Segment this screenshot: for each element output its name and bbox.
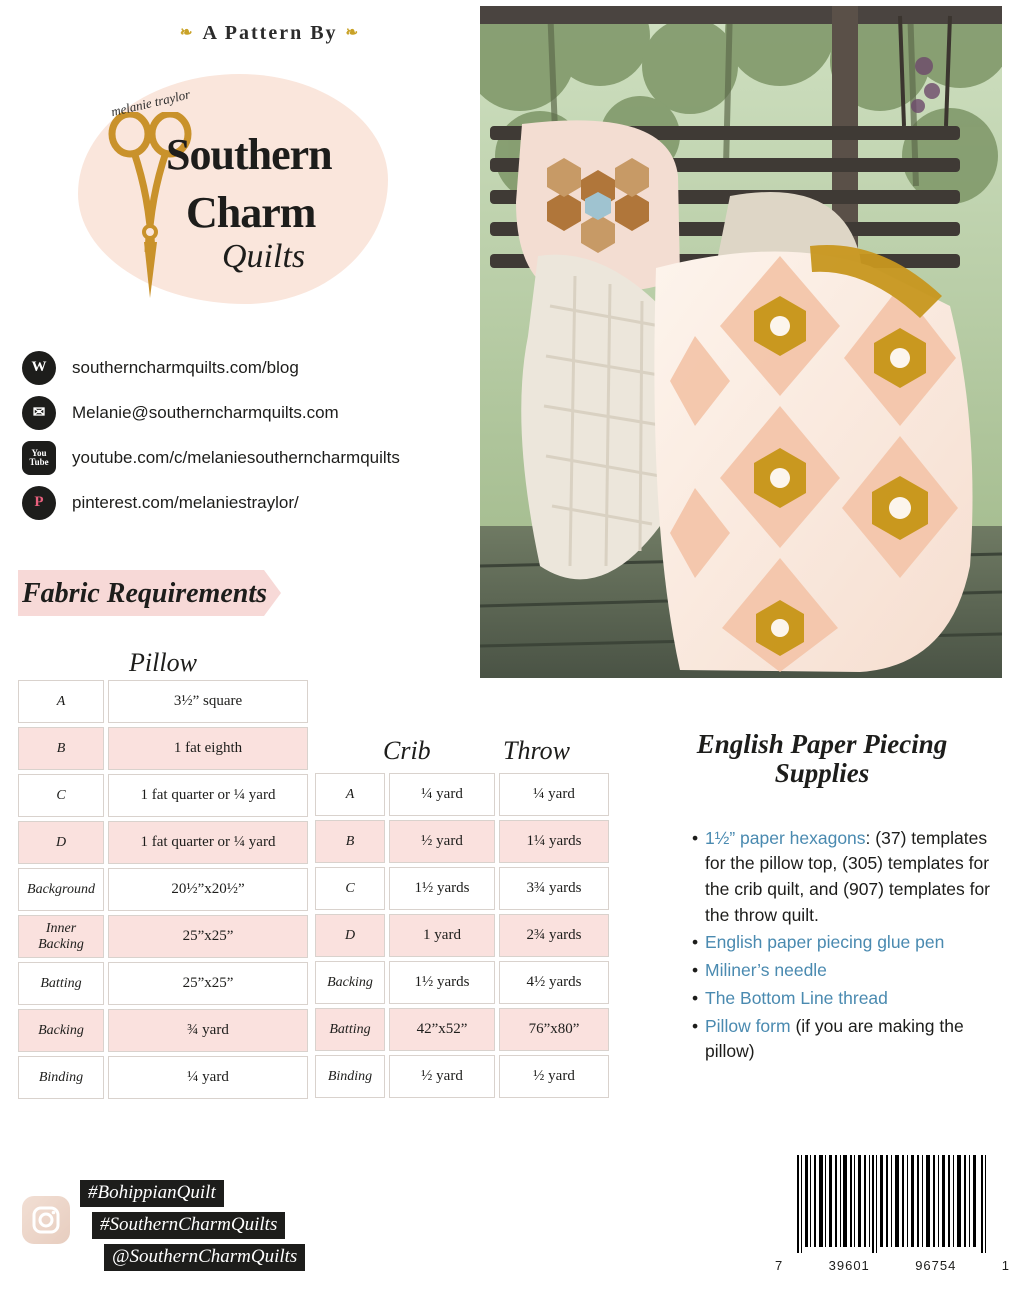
logo-line-charm: Charm	[186, 188, 316, 237]
barcode-number	[775, 1258, 1010, 1273]
youtube-icon	[22, 441, 56, 475]
pillow-table-title: Pillow	[129, 648, 197, 677]
row-value-throw: 76”x80”	[499, 1008, 609, 1051]
row-value: 25”x25”	[108, 962, 308, 1005]
table-row	[315, 1008, 615, 1051]
row-label: B	[18, 727, 104, 770]
row-label: Background	[18, 868, 104, 911]
epp-text: (if you are making the pillow)	[705, 1015, 964, 1062]
contact-row-youtube[interactable]	[22, 435, 462, 480]
handle-southerncharmquilts: @SouthernCharmQuilts	[104, 1244, 305, 1271]
row-label: Backing	[315, 961, 385, 1004]
list-item	[692, 930, 1004, 956]
row-value-throw: 1¼ yards	[499, 820, 609, 863]
list-item	[692, 958, 1004, 984]
barcode-digits-mid: 39601	[828, 1258, 870, 1273]
contact-row-pinterest[interactable]	[22, 480, 462, 525]
deco-sprig-left: ❧	[179, 25, 195, 41]
row-label: A	[315, 773, 385, 816]
tag-row	[104, 1244, 305, 1276]
table-row	[18, 774, 308, 817]
epp-title-line1: English Paper Piecing	[696, 729, 948, 759]
row-label: Inner Backing	[18, 915, 104, 958]
barcode-digit-right: 1	[1001, 1258, 1010, 1273]
table-row	[315, 820, 615, 863]
tag-row	[92, 1212, 305, 1244]
epp-text: : (37) templates for the pillow top, (305) templates for the crib quilt, and (907) templates for the throw quilt.	[705, 827, 991, 925]
logo-designer-name: melanie traylor	[109, 86, 192, 120]
table-row	[315, 773, 615, 816]
pinterest-icon-glyph: P	[34, 494, 44, 510]
contact-email-text[interactable]: Melanie@southerncharmquilts.com	[72, 402, 339, 422]
row-value: 3½” square	[108, 680, 308, 723]
pattern-by-heading	[120, 22, 420, 45]
youtube-icon-glyph-top: You	[31, 447, 47, 458]
epp-link[interactable]: English paper piecing glue pen	[705, 932, 945, 953]
hashtag-southerncharmquilts: #SouthernCharmQuilts	[92, 1212, 285, 1239]
contact-row-website[interactable]	[22, 345, 462, 390]
row-value: 1 fat quarter or ¼ yard	[108, 774, 308, 817]
row-label: Backing	[18, 1009, 104, 1052]
table-row	[18, 727, 308, 770]
epp-link[interactable]: Pillow form	[705, 1015, 791, 1036]
tag-row	[80, 1180, 305, 1212]
row-value: 1 fat eighth	[108, 727, 308, 770]
table-row	[315, 961, 615, 1004]
crib-column-title: Crib	[383, 736, 431, 765]
barcode-digit-left: 7	[775, 1258, 784, 1273]
email-icon	[22, 396, 56, 430]
contact-list	[22, 345, 462, 525]
list-item	[692, 1014, 1004, 1065]
row-value-throw: ½ yard	[499, 1055, 609, 1098]
row-value: 1 fat quarter or ¼ yard	[108, 821, 308, 864]
logo-line-quilts: Quilts	[222, 238, 306, 275]
row-value-crib: 1½ yards	[389, 961, 495, 1004]
row-value: ¼ yard	[108, 1056, 308, 1099]
row-value-crib: 1½ yards	[389, 867, 495, 910]
contact-website-text[interactable]: southerncharmquilts.com/blog	[72, 357, 299, 377]
barcode-digits-mid2: 96754	[915, 1258, 957, 1273]
epp-link[interactable]: 1½” paper hexagons	[705, 827, 866, 848]
email-icon-glyph: ✉	[32, 405, 46, 421]
table-row	[18, 821, 308, 864]
table-row	[315, 1055, 615, 1098]
row-value-throw: 2¾ yards	[499, 914, 609, 957]
hashtag-list	[80, 1180, 305, 1276]
row-label: C	[18, 774, 104, 817]
row-label: B	[315, 820, 385, 863]
row-value: 20½”x20½”	[108, 868, 308, 911]
table-row	[18, 1056, 308, 1099]
list-item	[692, 986, 1004, 1012]
row-value-throw: 3¾ yards	[499, 867, 609, 910]
row-value-throw: 4½ yards	[499, 961, 609, 1004]
row-value: ¾ yard	[108, 1009, 308, 1052]
list-item	[692, 826, 1004, 929]
contact-row-email[interactable]	[22, 390, 462, 435]
instagram-icon[interactable]	[22, 1196, 70, 1244]
row-value-crib: 1 yard	[389, 914, 495, 957]
pinterest-icon	[22, 486, 56, 520]
epp-supplies-title	[652, 730, 992, 788]
row-value-crib: ½ yard	[389, 1055, 495, 1098]
row-value: 25”x25”	[108, 915, 308, 958]
row-label: D	[18, 821, 104, 864]
row-value-crib: ½ yard	[389, 820, 495, 863]
table-row	[18, 1009, 308, 1052]
table-row	[18, 680, 308, 723]
row-label: Binding	[315, 1055, 385, 1098]
pillow-requirements-table	[18, 680, 308, 1103]
epp-link[interactable]: The Bottom Line thread	[705, 987, 888, 1008]
hashtag-bohippianquilt: #BohippianQuilt	[80, 1180, 224, 1207]
website-icon	[22, 351, 56, 385]
table-row	[18, 915, 308, 958]
epp-link[interactable]: Miliner’s needle	[705, 960, 827, 981]
deco-sprig-right: ❧	[345, 25, 361, 41]
row-label: Batting	[315, 1008, 385, 1051]
contact-youtube-text[interactable]: youtube.com/c/melaniesoutherncharmquilts	[72, 447, 400, 467]
row-value-crib: 42”x52”	[389, 1008, 495, 1051]
barcode	[795, 1155, 990, 1253]
row-value-crib: ¼ yard	[389, 773, 495, 816]
table-row	[315, 867, 615, 910]
fabric-requirements-title: Fabric Requirements	[22, 578, 268, 609]
youtube-icon-glyph-bottom: Tube	[29, 456, 49, 467]
cover-photo	[480, 6, 1002, 678]
table-row	[18, 962, 308, 1005]
pattern-by-label: A Pattern By	[202, 22, 338, 44]
logo-line-southern: Southern	[166, 130, 332, 179]
row-label: Batting	[18, 962, 104, 1005]
row-label: C	[315, 867, 385, 910]
throw-column-title: Throw	[503, 736, 570, 765]
table-row	[315, 914, 615, 957]
row-label: D	[315, 914, 385, 957]
row-label: Binding	[18, 1056, 104, 1099]
table-row	[18, 868, 308, 911]
epp-title-line2: Supplies	[774, 758, 870, 789]
website-icon-glyph: W	[31, 359, 47, 375]
crib-throw-requirements-table	[315, 773, 615, 1102]
contact-pinterest-text[interactable]: pinterest.com/melaniestraylor/	[72, 492, 299, 512]
row-value-throw: ¼ yard	[499, 773, 609, 816]
row-label: A	[18, 680, 104, 723]
epp-supplies-list	[652, 826, 1004, 1067]
